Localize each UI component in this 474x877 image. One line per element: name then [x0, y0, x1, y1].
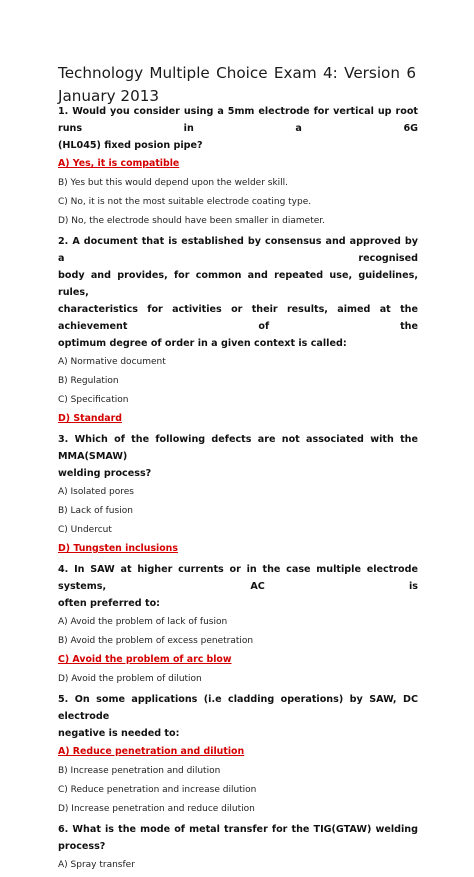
correct-answer-option: D) Tungsten inclusions: [58, 543, 178, 554]
question-text-line: 6. What is the mode of metal transfer for the TIG(GTAW) welding process?: [58, 824, 418, 852]
question-1: [58, 103, 418, 154]
answer-option: A) Spray transfer: [58, 860, 135, 870]
question-6: [58, 821, 418, 855]
answer-option: A) Isolated pores: [58, 487, 134, 497]
question-text-line: 1. Would you consider using a 5mm electrode for vertical up root runs in a 6G: [58, 106, 418, 134]
answer-option: D) Increase penetration and reduce dilution: [58, 804, 255, 814]
answer-option: B) Avoid the problem of excess penetration: [58, 636, 254, 646]
answer-option: C) Specification: [58, 395, 129, 405]
question-4: [58, 561, 418, 612]
question-5: [58, 691, 418, 742]
question-text-line: negative is needed to:: [58, 728, 180, 739]
correct-answer-option: A) Reduce penetration and dilution: [58, 746, 245, 757]
question-text-line: (HL045) fixed posion pipe?: [58, 140, 203, 151]
question-text-line: welding process?: [58, 468, 152, 479]
question-text-line: characteristics for activities or their results, aimed at the achievement of the: [58, 304, 418, 332]
exam-title: Technology Multiple Choice Exam 4: Version 6 January 2013: [58, 64, 416, 105]
answer-option: A) Avoid the problem of lack of fusion: [58, 617, 228, 627]
question-list: [58, 103, 418, 877]
question-text-line: optimum degree of order in a given context is called:: [58, 338, 347, 349]
question-text-line: 3. Which of the following defects are not associated with the MMA(SMAW): [58, 434, 418, 462]
answer-option: D) Avoid the problem of dilution: [58, 674, 202, 684]
answer-option: B) Regulation: [58, 376, 119, 386]
answer-option: B) Yes but this would depend upon the welder skill.: [58, 178, 289, 188]
answer-option: B) Increase penetration and dilution: [58, 766, 221, 776]
question-text-line: 5. On some applications (i.e cladding operations) by SAW, DC electrode: [58, 694, 418, 722]
correct-answer-option: A) Yes, it is compatible: [58, 158, 180, 169]
answer-option: D) No, the electrode should have been smaller in diameter.: [58, 216, 326, 226]
answer-option: C) Undercut: [58, 525, 112, 535]
question-2: [58, 233, 418, 352]
answer-option: A) Normative document: [58, 357, 166, 367]
correct-answer-option: D) Standard: [58, 413, 122, 424]
question-text-line: 2. A document that is established by consensus and approved by a recognised: [58, 236, 418, 264]
answer-option: C) Reduce penetration and increase dilution: [58, 785, 257, 795]
answer-option: C) No, it is not the most suitable electrode coating type.: [58, 197, 312, 207]
answer-option: B) Lack of fusion: [58, 506, 133, 516]
question-text-line: 4. In SAW at higher currents or in the case multiple electrode systems, AC is: [58, 564, 418, 592]
correct-answer-option: C) Avoid the problem of arc blow: [58, 654, 232, 665]
question-3: [58, 431, 418, 482]
question-text-line: body and provides, for common and repeated use, guidelines, rules,: [58, 270, 418, 298]
question-text-line: often preferred to:: [58, 598, 161, 609]
